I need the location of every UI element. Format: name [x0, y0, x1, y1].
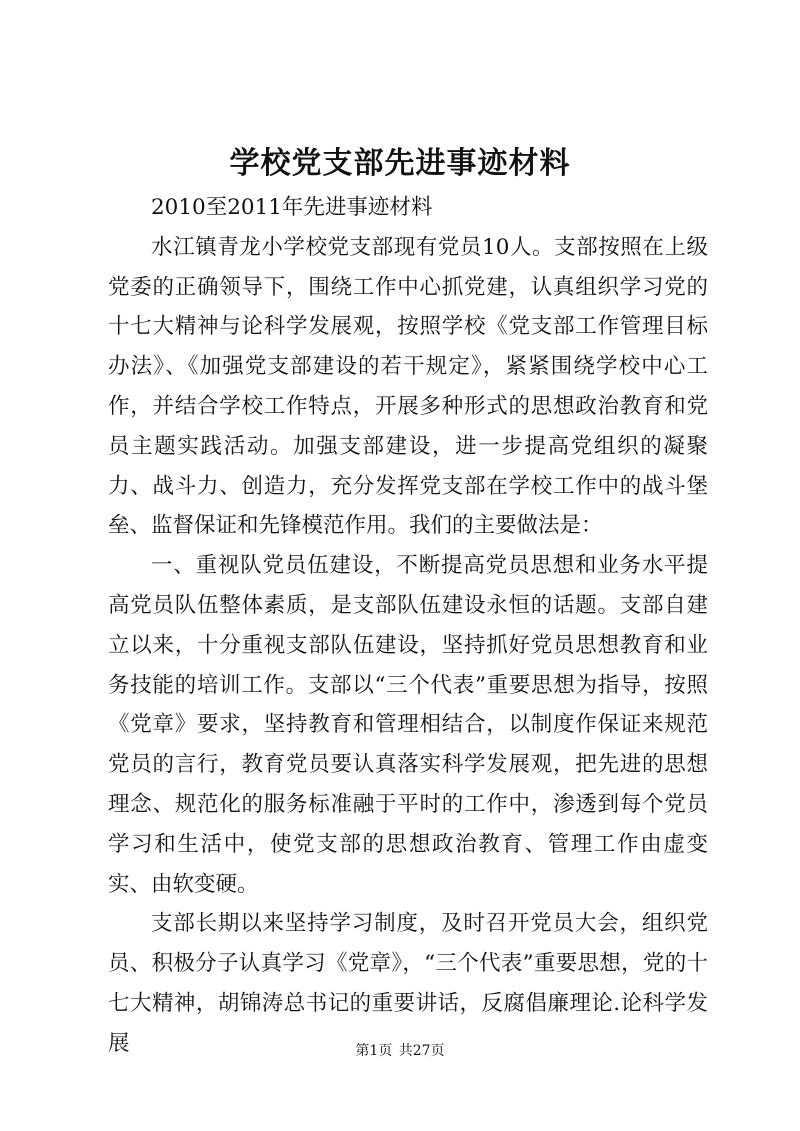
section-one-paragraph: 一、重视队党员伍建设，不断提高党员思想和业务水平提高党员队伍整体素质，是支部队伍建设永恒的话题。支部自建立以来，十分重视支部队伍建设，坚持抓好党员思想教育和业务技能的培训工作。支部以“三个代表”重要思想为指导，按照《党章》要求，坚持教育和管理相结合，以制度作保证来规范党员的言行，教育党员要认真落实科学发展观，把先进的思想理念、规范化的服务标准融于平时的工作中，渗透到每个党员学习和生活中，使党支部的思想政治教育、管理工作由虚变实、由软变硬。	[108, 553, 708, 897]
study-system-paragraph: 支部长期以来坚持学习制度，及时召开党员大会，组织党员、积极分子认真学习《党章》，“三个代表”重要思想，党的十七大精神，胡锦涛总书记的重要讲话，反腐倡廉理论.论科学发展	[108, 911, 708, 1056]
page-footer: 第1页 共27页	[355, 1043, 445, 1059]
intro-paragraph: 水江镇青龙小学校党支部现有党员10人。支部按照在上级党委的正确领导下，围绕工作中心抓党建，认真组织学习党的十七大精神与论科学发展观，按照学校《党支部工作管理目标办法》、《加强党支部建设的若干规定》，紧紧围绕学校中心工作，并结合学校工作特点，开展多种形式的思想政治教育和党员主题实践活动。加强支部建设，进一步提高党组织的凝聚力、战斗力、创造力，充分发挥党支部在学校工作中的战斗堡垒、监督保证和先锋模范作用。我们的主要做法是：	[108, 234, 708, 539]
document-body	[108, 188, 708, 1064]
document-title: 学校党支部先进事迹材料	[229, 146, 571, 181]
subtitle-paragraph: 2010至2011年先进事迹材料	[151, 195, 433, 220]
